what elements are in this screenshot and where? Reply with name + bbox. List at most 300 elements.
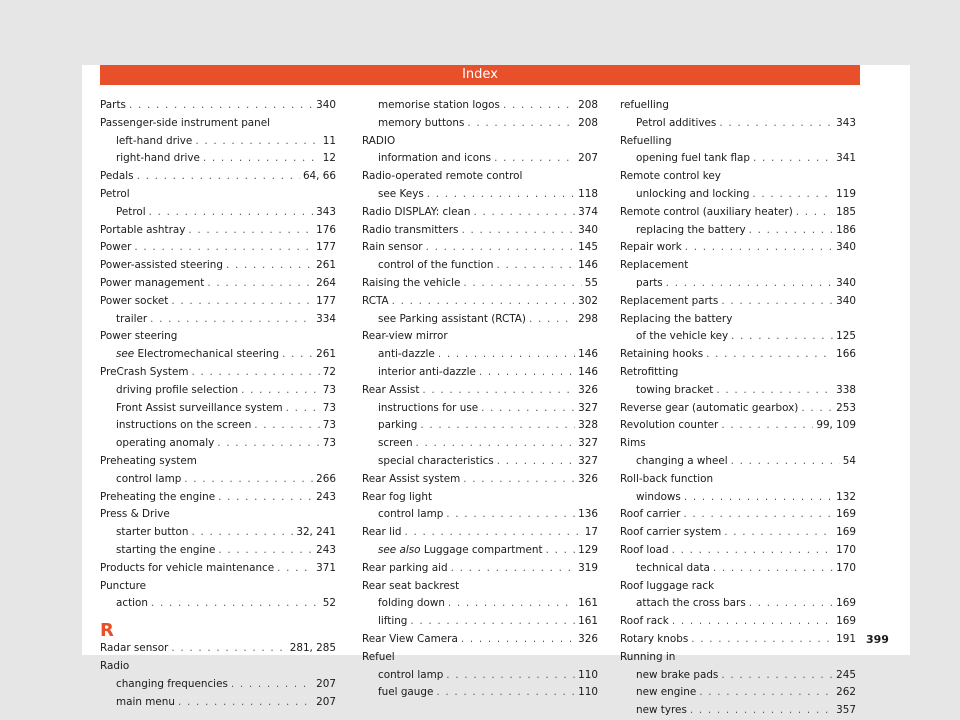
dot-leader	[137, 168, 300, 186]
index-entry	[100, 640, 336, 658]
index-title: Index	[462, 67, 498, 82]
index-page-ref: 208	[578, 116, 598, 129]
dot-leader	[422, 382, 575, 400]
index-page-ref: 343	[316, 205, 336, 218]
index-term: Rear-view mirror	[362, 330, 448, 343]
dot-leader	[218, 542, 313, 560]
dot-leader	[684, 489, 833, 507]
index-subentry	[100, 417, 336, 435]
index-entry	[362, 168, 598, 186]
dot-leader	[721, 293, 833, 311]
index-term: Preheating system	[100, 454, 197, 467]
dot-leader	[691, 631, 833, 649]
dot-leader	[672, 542, 834, 560]
dot-leader	[716, 382, 833, 400]
index-page-ref: 327	[578, 454, 598, 467]
index-term	[116, 346, 279, 364]
index-subentry	[620, 328, 856, 346]
index-term: windows	[636, 490, 681, 503]
index-page-ref: 340	[316, 99, 336, 111]
index-page-ref: 73	[322, 419, 336, 432]
index-term: Replacing the battery	[620, 312, 733, 325]
index-subentry	[620, 702, 856, 720]
index-column-1	[100, 97, 336, 711]
index-page-ref: 191	[836, 632, 856, 645]
index-term: Radio-operated remote control	[362, 170, 523, 183]
index-term: Radar sensor	[100, 642, 169, 655]
dot-leader	[286, 400, 320, 418]
index-entry	[620, 435, 856, 453]
index-subentry	[620, 382, 856, 400]
dot-leader	[129, 97, 313, 115]
index-page-ref: 281, 285	[289, 642, 336, 655]
index-term: left-hand drive	[116, 134, 193, 147]
dot-leader	[134, 239, 313, 257]
index-term: Rear seat backrest	[362, 579, 460, 592]
index-subentry	[620, 275, 856, 293]
index-subentry	[362, 542, 598, 560]
index-subentry	[362, 311, 598, 329]
index-entry	[620, 97, 856, 115]
index-page-ref: 119	[836, 187, 856, 200]
index-subentry	[100, 435, 336, 453]
index-page-ref: 357	[836, 704, 856, 717]
dot-leader	[226, 257, 313, 275]
index-entry	[620, 311, 856, 329]
index-entry	[362, 293, 598, 311]
index-page-ref: 146	[578, 259, 598, 272]
dot-leader	[392, 293, 576, 311]
index-term: information and icons	[378, 152, 492, 165]
index-page-ref: 326	[578, 632, 598, 645]
index-entry	[620, 631, 856, 649]
index-term: interior anti-dazzle	[378, 365, 476, 378]
index-page-ref: 298	[578, 312, 598, 325]
index-term: starting the engine	[116, 543, 216, 556]
dot-leader	[195, 133, 319, 151]
index-term: Running in	[620, 650, 676, 663]
index-page-ref: 264	[316, 276, 336, 289]
dot-leader	[150, 311, 313, 329]
index-page-ref: 334	[316, 312, 336, 325]
index-term: Petrol	[116, 205, 146, 218]
index-term: Replacement parts	[620, 294, 719, 307]
index-entry	[362, 222, 598, 240]
index-page-ref: 110	[578, 686, 598, 699]
dot-leader	[724, 524, 833, 542]
index-subentry	[362, 346, 598, 364]
index-entry	[362, 133, 598, 151]
dot-leader	[721, 667, 833, 685]
index-term: Power socket	[100, 294, 169, 307]
dot-leader	[451, 560, 576, 578]
index-entry	[100, 115, 336, 133]
index-entry	[100, 186, 336, 204]
dot-leader	[420, 417, 575, 435]
index-term: driving profile selection	[116, 383, 239, 396]
dot-leader	[666, 275, 833, 293]
index-subentry	[620, 115, 856, 133]
index-page-ref: 166	[836, 348, 856, 361]
index-page-ref: 319	[578, 561, 598, 574]
index-column-3	[620, 97, 856, 720]
index-term: Repair work	[620, 241, 682, 254]
index-subentry	[100, 694, 336, 712]
index-entry	[362, 204, 598, 222]
index-entry	[100, 658, 336, 676]
index-entry	[620, 204, 856, 222]
index-term: Press & Drive	[100, 508, 170, 521]
index-term: technical data	[636, 561, 710, 574]
index-term: Refuel	[362, 650, 395, 663]
index-term: Revolution counter	[620, 419, 719, 432]
dot-leader	[416, 435, 576, 453]
index-term: Pedals	[100, 170, 134, 183]
index-entry	[100, 97, 336, 115]
index-term: new engine	[636, 686, 697, 699]
index-term: Radio	[100, 659, 130, 672]
index-subentry	[100, 311, 336, 329]
index-page-ref: 72	[322, 365, 336, 378]
index-term: towing bracket	[636, 383, 714, 396]
index-subentry	[100, 595, 336, 613]
index-header	[100, 65, 860, 85]
index-subentry	[362, 684, 598, 702]
index-term: Roll-back function	[620, 472, 714, 485]
dot-leader	[753, 150, 833, 168]
index-subentry	[620, 684, 856, 702]
index-page-ref: 185	[836, 205, 856, 218]
index-entry	[100, 222, 336, 240]
index-page-ref: 374	[578, 205, 598, 218]
index-entry	[620, 524, 856, 542]
dot-leader	[191, 524, 293, 542]
index-page-ref: 245	[836, 668, 856, 681]
index-subentry	[620, 667, 856, 685]
index-term: Reverse gear (automatic gearbox)	[620, 401, 799, 414]
index-subentry	[362, 97, 598, 115]
index-page-ref: 371	[316, 561, 336, 574]
dot-leader	[479, 364, 575, 382]
index-page-ref: 262	[836, 686, 856, 699]
index-page-ref: 64, 66	[302, 170, 336, 183]
index-page-ref: 266	[316, 472, 336, 485]
index-page-ref: 73	[322, 401, 336, 414]
index-page-ref: 136	[578, 508, 598, 521]
index-term: RADIO	[362, 134, 396, 147]
dot-leader	[497, 453, 575, 471]
index-term: Portable ashtray	[100, 223, 186, 236]
index-term: see Keys	[378, 187, 424, 200]
index-subentry	[362, 506, 598, 524]
dot-leader	[685, 239, 833, 257]
dot-leader	[463, 275, 581, 293]
dot-leader	[683, 506, 833, 524]
index-term: fuel gauge	[378, 686, 434, 699]
dot-leader	[699, 684, 833, 702]
index-page-ref: 207	[316, 677, 336, 690]
index-term: Radio DISPLAY: clean	[362, 205, 471, 218]
dot-leader	[149, 204, 314, 222]
index-term: Petrol additives	[636, 116, 717, 129]
index-subentry	[100, 204, 336, 222]
dot-leader	[218, 489, 313, 507]
index-page-ref: 146	[578, 348, 598, 361]
index-page-ref: 340	[578, 223, 598, 236]
index-subentry	[620, 489, 856, 507]
index-page-ref: 328	[578, 419, 598, 432]
index-term: Parts	[100, 99, 126, 111]
index-subentry	[620, 186, 856, 204]
dot-leader	[203, 150, 320, 168]
index-page-ref: 327	[578, 401, 598, 414]
index-page-ref: 302	[578, 294, 598, 307]
index-term: see Parking assistant (RCTA)	[378, 312, 526, 325]
index-term: Remote control key	[620, 170, 721, 183]
index-entry	[620, 346, 856, 364]
index-term: Rotary knobs	[620, 632, 689, 645]
index-term: replacing the battery	[636, 223, 746, 236]
dot-leader	[448, 595, 575, 613]
index-page-ref: 176	[316, 223, 336, 236]
index-page-ref: 161	[578, 615, 598, 628]
dot-leader	[481, 400, 575, 418]
index-term: Roof rack	[620, 615, 669, 628]
index-entry	[620, 400, 856, 418]
index-term: Rear lid	[362, 526, 402, 539]
index-page-ref: 186	[836, 223, 856, 236]
dot-leader	[796, 204, 833, 222]
index-term: PreCrash System	[100, 365, 189, 378]
index-page-ref: 343	[836, 116, 856, 129]
index-entry	[100, 275, 336, 293]
index-subentry	[100, 382, 336, 400]
dot-leader	[503, 97, 575, 115]
index-page-ref: 169	[836, 526, 856, 539]
index-term: control lamp	[378, 508, 444, 521]
index-entry	[620, 578, 856, 596]
index-entry	[100, 168, 336, 186]
index-entry	[100, 489, 336, 507]
dot-leader	[752, 186, 833, 204]
dot-leader	[254, 417, 319, 435]
index-page-ref: 110	[578, 668, 598, 681]
index-subentry	[100, 150, 336, 168]
index-page-ref: 169	[836, 615, 856, 628]
index-term: lifting	[378, 615, 408, 628]
index-page-ref: 253	[836, 401, 856, 414]
dot-leader	[171, 293, 313, 311]
index-subentry	[620, 560, 856, 578]
index-term: Rims	[620, 437, 646, 450]
index-term: right-hand drive	[116, 152, 200, 165]
index-page-ref: 146	[578, 365, 598, 378]
dot-leader	[426, 239, 576, 257]
index-section-letter: R	[100, 620, 114, 642]
index-subentry	[362, 667, 598, 685]
index-term: main menu	[116, 695, 175, 708]
index-page-ref: 170	[836, 543, 856, 556]
index-page-ref: 338	[836, 383, 856, 396]
index-entry	[362, 275, 598, 293]
index-page-ref: 170	[836, 561, 856, 574]
index-term: changing a wheel	[636, 454, 728, 467]
index-page-ref: 340	[836, 276, 856, 289]
index-page-ref: 341	[836, 152, 856, 165]
dot-leader	[461, 631, 575, 649]
see-reference-label: see also	[378, 543, 421, 556]
index-subentry	[620, 453, 856, 471]
index-subentry	[100, 346, 336, 364]
dot-leader	[178, 694, 313, 712]
index-subentry	[100, 524, 336, 542]
index-subentry	[362, 364, 598, 382]
index-subentry	[100, 542, 336, 560]
index-term: Rear View Camera	[362, 632, 458, 645]
index-entry	[362, 631, 598, 649]
index-entry	[100, 453, 336, 471]
index-term: Refuelling	[620, 134, 672, 147]
index-entry	[620, 239, 856, 257]
index-subentry	[100, 676, 336, 694]
dot-leader	[721, 417, 813, 435]
index-term: Rear parking aid	[362, 561, 448, 574]
index-term: control lamp	[378, 668, 444, 681]
index-page-ref: 207	[578, 152, 598, 165]
dot-leader	[731, 328, 833, 346]
index-page-ref: 207	[316, 695, 336, 708]
index-entry	[362, 560, 598, 578]
dot-leader	[463, 471, 575, 489]
index-subentry	[362, 417, 598, 435]
index-page-ref: 177	[316, 241, 336, 254]
index-subentry	[362, 453, 598, 471]
dot-leader	[446, 506, 575, 524]
index-page-ref: 261	[316, 348, 336, 361]
index-entry	[100, 257, 336, 275]
index-page-ref: 243	[316, 543, 336, 556]
index-term: trailer	[116, 312, 148, 325]
dot-leader	[496, 257, 575, 275]
index-entry	[362, 524, 598, 542]
page-number: 399	[866, 633, 889, 646]
index-entry	[620, 542, 856, 560]
index-term: Power	[100, 241, 132, 254]
index-entry	[100, 364, 336, 382]
index-page-ref: 208	[578, 99, 598, 111]
index-subentry	[620, 222, 856, 240]
index-column-2	[362, 97, 598, 702]
index-page-ref: 12	[322, 152, 336, 165]
index-page-ref: 327	[578, 437, 598, 450]
dot-leader	[171, 640, 286, 658]
index-page-ref: 169	[836, 508, 856, 521]
index-term: Roof carrier	[620, 508, 681, 521]
index-term: control of the function	[378, 259, 494, 272]
index-term: Roof load	[620, 543, 669, 556]
index-page-ref: 99, 109	[816, 419, 856, 432]
index-entry	[362, 382, 598, 400]
dot-leader	[410, 613, 575, 631]
index-page-ref: 17	[584, 526, 598, 539]
index-entry	[362, 578, 598, 596]
dot-leader	[749, 222, 834, 240]
index-page-ref: 54	[842, 454, 856, 467]
index-entry	[362, 471, 598, 489]
index-subentry	[620, 595, 856, 613]
index-term: anti-dazzle	[378, 348, 435, 361]
index-term: screen	[378, 437, 413, 450]
index-term: memorise station logos	[378, 99, 500, 111]
dot-leader	[461, 222, 575, 240]
dot-leader	[713, 560, 833, 578]
index-term	[378, 542, 543, 560]
index-term: Products for vehicle maintenance	[100, 561, 275, 574]
index-term: operating anomaly	[116, 437, 215, 450]
index-entry	[620, 649, 856, 667]
index-entry	[100, 506, 336, 524]
index-entry	[362, 489, 598, 507]
index-page-ref: 73	[322, 437, 336, 450]
index-page-ref: 125	[836, 330, 856, 343]
index-page-ref: 73	[322, 383, 336, 396]
dot-leader	[706, 346, 833, 364]
index-term: Preheating the engine	[100, 490, 216, 503]
index-subentry	[362, 400, 598, 418]
index-term: Power steering	[100, 330, 178, 343]
index-page-ref: 11	[322, 134, 336, 147]
index-entry	[620, 257, 856, 275]
index-term: new brake pads	[636, 668, 719, 681]
index-entry	[100, 560, 336, 578]
index-page-ref: 52	[322, 597, 336, 610]
index-term: Rear Assist	[362, 383, 420, 396]
index-entry	[620, 417, 856, 435]
index-entry	[620, 364, 856, 382]
dot-leader	[467, 115, 575, 133]
index-entry	[100, 328, 336, 346]
dot-leader	[427, 186, 575, 204]
dot-leader	[731, 453, 840, 471]
index-subentry	[362, 150, 598, 168]
index-entry	[100, 578, 336, 596]
see-reference-target: Luggage compartment	[423, 543, 543, 556]
index-page-ref: 340	[836, 294, 856, 307]
dot-leader	[801, 400, 833, 418]
index-term: Passenger-side instrument panel	[100, 116, 271, 129]
index-term: opening fuel tank flap	[636, 152, 750, 165]
index-entry	[100, 239, 336, 257]
dot-leader	[546, 542, 576, 560]
index-entry	[362, 649, 598, 667]
dot-leader	[672, 613, 833, 631]
index-entry	[362, 239, 598, 257]
index-entry	[620, 133, 856, 151]
dot-leader	[494, 150, 575, 168]
index-entry	[620, 168, 856, 186]
index-subentry	[100, 133, 336, 151]
index-page-ref: 261	[316, 259, 336, 272]
dot-leader	[529, 311, 575, 329]
index-term: Rear Assist system	[362, 472, 461, 485]
index-page-ref: 132	[836, 490, 856, 503]
index-term: special characteristics	[378, 454, 494, 467]
index-term: Raising the vehicle	[362, 276, 461, 289]
index-term: parking	[378, 419, 418, 432]
index-subentry	[362, 257, 598, 275]
index-page-ref: 243	[316, 490, 336, 503]
index-subentry	[362, 613, 598, 631]
